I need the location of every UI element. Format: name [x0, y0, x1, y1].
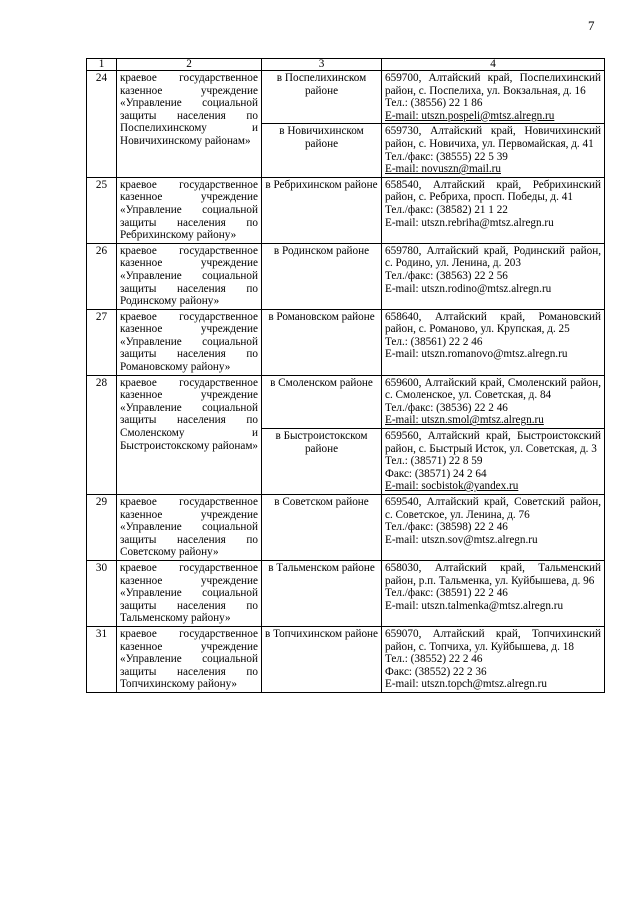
address: 659560, Алтайский край, Быстроистокский район, с. Быстрый Исток, ул. Советская, д. 3	[385, 430, 601, 455]
table-row	[87, 243, 605, 309]
contact-cell	[382, 560, 605, 626]
table-row	[87, 309, 605, 375]
table-row	[87, 495, 605, 561]
organization-name: краевое государственное казенное учреждение «Управление социальной защиты населения по Поспелихинскому и Новичихинскому районам»	[117, 71, 262, 178]
row-number: 30	[87, 560, 117, 626]
email-link[interactable]: E-mail: socbistok@yandex.ru	[385, 480, 519, 493]
row-number: 31	[87, 626, 117, 692]
organization-name: краевое государственное казенное учреждение «Управление социальной защиты населения по Топчихинскому району»	[117, 626, 262, 692]
address: 659070, Алтайский край, Топчихинский район, с. Топчиха, ул. Куйбышева, д. 18	[385, 627, 601, 653]
email-link[interactable]: E-mail: utszn.pospeli@mtsz.alregn.ru	[385, 109, 555, 122]
phone: Тел.: (38552) 22 2 46	[385, 653, 483, 666]
address: 659780, Алтайский край, Родинский район, с. Родино, ул. Ленина, д. 203	[385, 244, 601, 270]
address: 658540, Алтайский край, Ребрихинский район, с. Ребриха, просп. Победы, д. 41	[385, 178, 601, 204]
column-number-row	[87, 59, 605, 71]
table-row	[87, 375, 605, 428]
table-row	[87, 626, 605, 692]
contact-cell	[382, 495, 605, 561]
table-row	[87, 560, 605, 626]
organization-name: краевое государственное казенное учреждение «Управление социальной защиты населения по Советскому району»	[117, 495, 262, 561]
district-name: в Новичихинском районе	[262, 124, 382, 177]
district-name: в Родинском районе	[262, 243, 382, 309]
page-number: 7	[588, 18, 595, 33]
contact-cell	[382, 309, 605, 375]
organization-name: краевое государственное казенное учреждение «Управление социальной защиты населения по Родинскому району»	[117, 243, 262, 309]
table-row	[87, 177, 605, 243]
email-link[interactable]: E-mail: utszn.rebriha@mtsz.alregn.ru	[385, 216, 554, 229]
email-link[interactable]: E-mail: utszn.smol@mtsz.alregn.ru	[385, 414, 544, 427]
contact-cell	[382, 429, 605, 495]
row-number: 29	[87, 495, 117, 561]
column-number-1: 1	[87, 59, 117, 71]
phone: Тел.: (38561) 22 2 46	[385, 335, 483, 348]
column-number-2: 2	[117, 59, 262, 71]
contact-cell	[382, 177, 605, 243]
district-name: в Тальменском районе	[262, 560, 382, 626]
email-link[interactable]: E-mail: novuszn@mail.ru	[385, 163, 501, 176]
row-number: 25	[87, 177, 117, 243]
organization-name: краевое государственное казенное учреждение «Управление социальной защиты населения по Смоленскому и Быстроистокскому районам»	[117, 375, 262, 494]
address: 659700, Алтайский край, Поспелихинский район, с. Поспелиха, ул. Вокзальная, д. 16	[385, 72, 601, 97]
district-name: в Быстроистокском районе	[262, 429, 382, 495]
column-number-4: 4	[382, 59, 605, 71]
address: 659730, Алтайский край, Новичихинский район, с. Новичиха, ул. Первомайская, д. 41	[385, 125, 601, 150]
organization-name: краевое государственное казенное учреждение «Управление социальной защиты населения по Романовскому району»	[117, 309, 262, 375]
address: 659600, Алтайский край, Смоленский район, с. Смоленское, ул. Советская, д. 84	[385, 376, 601, 402]
organization-name: краевое государственное казенное учреждение «Управление социальной защиты населения по Ребрихинскому району»	[117, 177, 262, 243]
fax: Факс: (38571) 24 2 64	[385, 467, 487, 480]
email-link[interactable]: E-mail: utszn.rodino@mtsz.alregn.ru	[385, 282, 552, 295]
district-name: в Ребрихинском районе	[262, 177, 382, 243]
address: 659540, Алтайский край, Советский район, с. Советское, ул. Ленина, д. 76	[385, 496, 601, 521]
phone: Тел./факс: (38582) 21 1 22	[385, 203, 508, 216]
phone: Тел.: (38571) 22 8 59	[385, 455, 483, 468]
contact-cell	[382, 375, 605, 428]
phone: Тел./факс: (38536) 22 2 46	[385, 401, 508, 414]
email-link[interactable]: E-mail: utszn.romanovo@mtsz.alregn.ru	[385, 348, 568, 361]
address: 658030, Алтайский край, Тальменский район, р.п. Тальменка, ул. Куйбышева, д. 96	[385, 561, 601, 587]
district-name: в Советском районе	[262, 495, 382, 561]
organization-name: краевое государственное казенное учреждение «Управление социальной защиты населения по Тальменскому району»	[117, 560, 262, 626]
fax: Факс: (38552) 22 2 36	[385, 665, 487, 678]
phone: Тел.: (38556) 22 1 86	[385, 97, 483, 110]
phone: Тел./факс: (38563) 22 2 56	[385, 269, 508, 282]
row-number: 28	[87, 375, 117, 494]
district-name: в Смоленском районе	[262, 375, 382, 428]
district-name: в Топчихинском районе	[262, 626, 382, 692]
contact-cell	[382, 71, 605, 124]
address: 658640, Алтайский край, Романовский район, с. Романово, ул. Крупская, д. 25	[385, 310, 601, 336]
district-name: в Поспелихинском районе	[262, 71, 382, 124]
phone: Тел./факс: (38591) 22 2 46	[385, 587, 508, 600]
column-number-3: 3	[262, 59, 382, 71]
email-link[interactable]: E-mail: utszn.sov@mtsz.alregn.ru	[385, 533, 538, 546]
contact-cell	[382, 124, 605, 177]
district-name: в Романовском районе	[262, 309, 382, 375]
email-link[interactable]: E-mail: utszn.topch@mtsz.alregn.ru	[385, 678, 547, 691]
agency-table	[86, 58, 605, 693]
contact-cell	[382, 243, 605, 309]
contact-cell	[382, 626, 605, 692]
phone: Тел./факс: (38555) 22 5 39	[385, 150, 508, 163]
table-row	[87, 71, 605, 124]
row-number: 26	[87, 243, 117, 309]
row-number: 27	[87, 309, 117, 375]
phone: Тел./факс: (38598) 22 2 46	[385, 521, 508, 534]
row-number: 24	[87, 71, 117, 178]
email-link[interactable]: E-mail: utszn.talmenka@mtsz.alregn.ru	[385, 599, 564, 612]
